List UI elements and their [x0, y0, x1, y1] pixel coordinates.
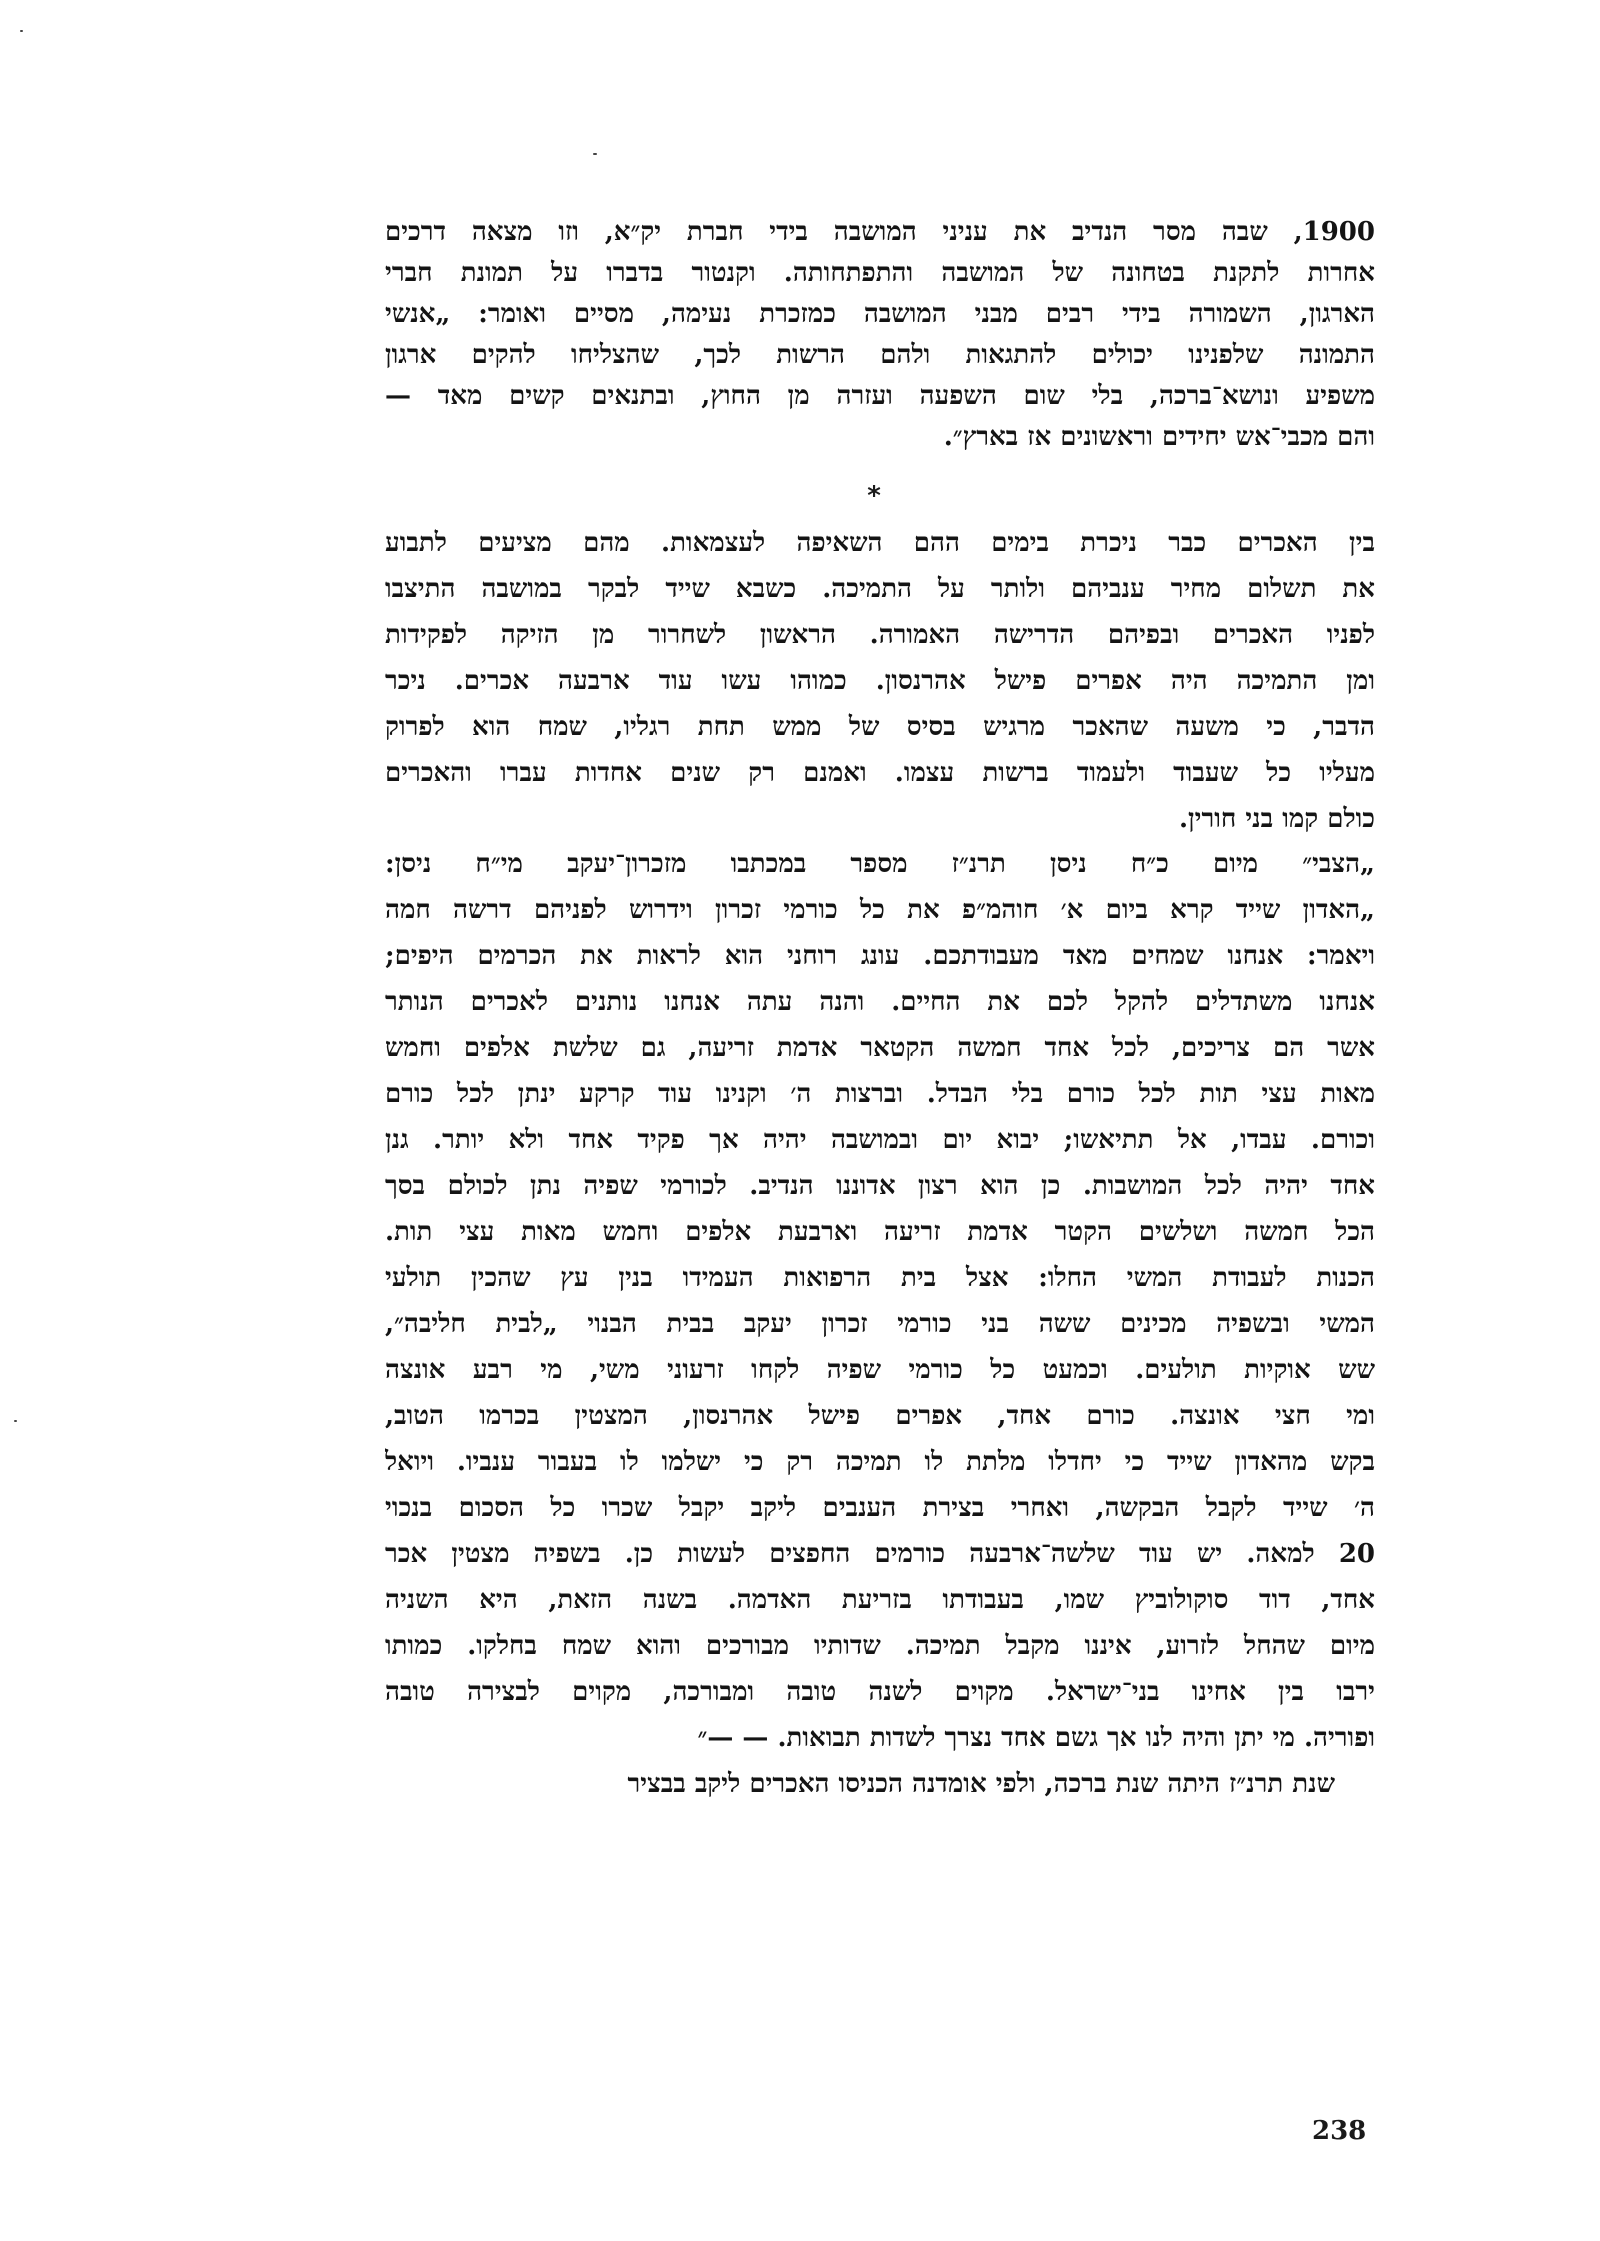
- text-line: מעליו כל שעבוד ולעמוד ברשות עצמו. ואמנם רק שנים אחדות עברו והאכרים: [385, 758, 1375, 788]
- text-line: בקש מהאדון שייד כי יחדלו מלתת לו תמיכה רק כי ישלמו לו בעבור ענביו. ויואל: [385, 1447, 1375, 1477]
- section-separator: *: [867, 481, 881, 511]
- text-line: מיום שהחל לזרוע, איננו מקבל תמיכה. שדותיו מבורכים והוא שמח בחלקו. כמותו: [385, 1631, 1375, 1661]
- text-line: ומן התמיכה היה אפרים פישל אהרנסון. כמוהו עשו עוד ארבעה אכרים. ניכר: [385, 666, 1375, 696]
- text-line: הארגון, השמורה בידי רבים מבני המושבה כמזכרת נעימה, מסיים ואומר: „אנשי: [385, 299, 1375, 329]
- text-line: ומי חצי אונצה. כורם אחד, אפרים פישל אהרנסון, המצטין בכרמו הטוב,: [385, 1401, 1375, 1431]
- text-line: שש אוקיות תולעים. וכמעט כל כורמי שפיה לקחו זרעוני משי, מי רבע אונצה: [385, 1355, 1375, 1385]
- text-line: אחד, דוד סוקולוביץ שמו, בעבודתו בזריעת האדמה. בשנה הזאת, היא השניה: [385, 1585, 1375, 1615]
- text-line: אחרות לתקנת בטחונה של המושבה והתפתחותה. וקנטור בדברו על תמונת חברי: [385, 258, 1375, 288]
- text-line: הכל חמשה ושלשים הקטר אדמת זריעה וארבעת אלפים וחמש מאות עצי תות.: [385, 1217, 1375, 1247]
- text-line: לפניו האכרים ובפיהם הדרישה האמורה. הראשון לשחרור מן הזיקה לפקידות: [385, 620, 1375, 650]
- text-line: הדבר, כי משעה שהאכר מרגיש בסיס של ממש תחת רגליו, שמח הוא לפרוק: [385, 712, 1375, 742]
- text-line: ויאמר: אנחנו שמחים מאד מעבודתכם. עונג רוחני הוא לראות את הכרמים היפים;: [385, 941, 1375, 971]
- text-line: התמונה שלפנינו יכולים להתגאות ולהם הרשות לכך, שהצליחו להקים ארגון: [385, 340, 1375, 370]
- scan-speck: [14, 1420, 17, 1422]
- text-line: והם מכבי־אש יחידים וראשונים אז בארץ״.: [943, 422, 1375, 452]
- text-line: 20 למאה. יש עוד שלשה־ארבעה כורמים החפצים לעשות כן. בשפיה מצטין אכר: [385, 1539, 1375, 1569]
- text-line: מאות עצי תות לכל כורם בלי הבדל. וברצות ה׳ וקנינו עוד קרקע ינתן לכל כורם: [385, 1079, 1375, 1109]
- text-line: 1900, שבה מסר הנדיב את עניני המושבה בידי חברת יק״א, וזו מצאה דרכים: [385, 217, 1375, 247]
- text-line: את תשלום מחיר ענביהם ולותר על התמיכה. כשבא שייד לבקר במושבה התיצבו: [385, 574, 1375, 604]
- text-line: וכורם. עבדו, אל תתיאשו; יבוא יום ובמושבה יהיה אך פקיד אחד ולא יותר. גנן: [385, 1125, 1375, 1155]
- page-number: 238: [1312, 2116, 1367, 2146]
- text-line: שנת תרנ״ז היתה שנת ברכה, ולפי אומדנה הכניסו האכרים ליקב בבציר: [627, 1769, 1335, 1799]
- text-line: „האדון שייד קרא ביום א׳ חוהמ״פ את כל כורמי זכרון וידרוש לפניהם דרשה חמה: [385, 895, 1375, 925]
- text-line: אנחנו משתדלים להקל לכם את החיים. והנה עתה אנחנו נותנים לאכרים הנותר: [385, 987, 1375, 1017]
- text-line: משפיע ונושא־ברכה, בלי שום השפעה ועזרה מן החוץ, ובתנאים קשים מאד —: [385, 381, 1375, 411]
- text-line: ה׳ שייד לקבל הבקשה, ואחרי בצירת הענבים ליקב יקבל שכרו כל הסכום בנכוי: [385, 1493, 1375, 1523]
- text-line: ופוריה. מי יתן והיה לנו אך גשם אחד נצרך לשדות תבואות. — —״: [697, 1723, 1375, 1753]
- text-line: אשר הם צריכים, לכל אחד חמשה הקטאר אדמת זריעה, גם שלשת אלפים וחמש: [385, 1033, 1375, 1063]
- text-line: „הצבי״ מיום כ״ח ניסן תרנ״ז מספר במכתבו מזכרון־יעקב מי״ח ניסן:: [385, 849, 1375, 879]
- text-line: ירבו בין אחינו בני־ישראל. מקוים לשנה טובה ומבורכה, מקוים לבצירה טובה: [385, 1677, 1375, 1707]
- text-line: בין האכרים כבר ניכרת בימים ההם השאיפה לעצמאות. מהם מציעים לתבוע: [385, 528, 1375, 558]
- text-line: כולם קמו בני חורין.: [1179, 804, 1375, 834]
- scan-speck: [20, 30, 23, 32]
- text-line: הכנות לעבודת המשי החלו: אצל בית הרפואות העמידו בנין עץ שהכין תולעי: [385, 1263, 1375, 1293]
- text-line: המשי ובשפיה מכינים ששה בני כורמי זכרון יעקב בבית הבנוי „לבית חליבה״,: [385, 1309, 1375, 1339]
- scan-speck: [593, 153, 597, 155]
- text-line: אחד יהיה לכל המושבות. כן הוא רצון אדוננו הנדיב. לכורמי שפיה נתן לכולם בסך: [385, 1171, 1375, 1201]
